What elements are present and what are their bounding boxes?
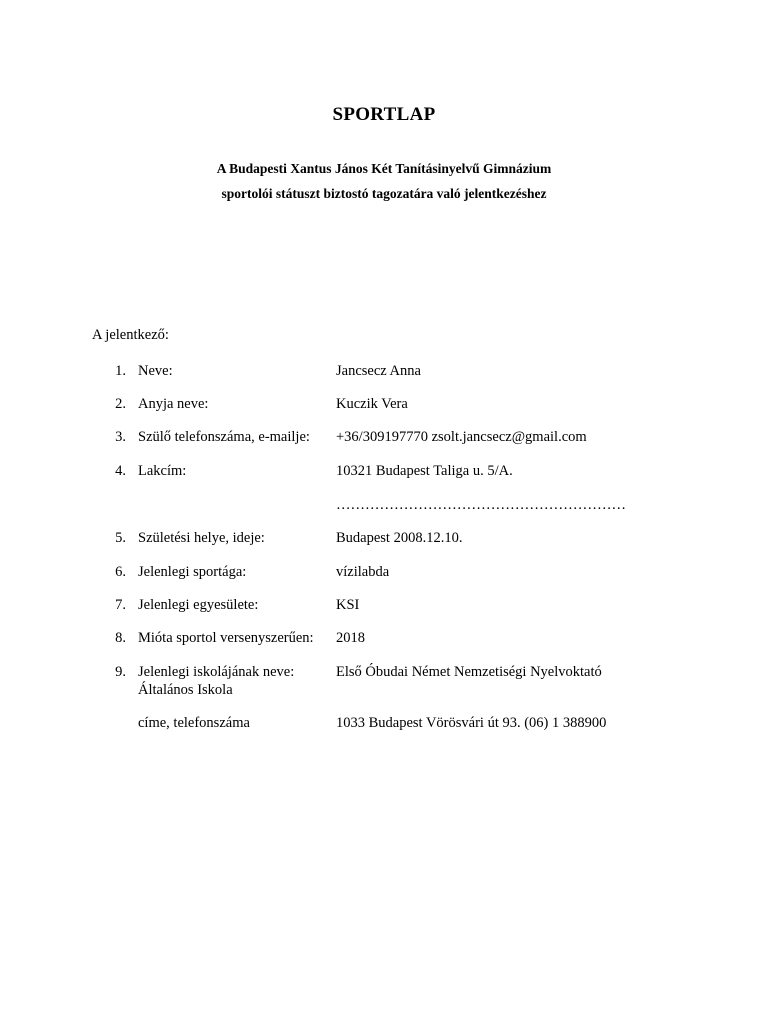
applicant-heading: A jelentkező: [92,327,169,343]
item-label-continuation: Általános Iskola [138,682,233,698]
item-value: Első Óbudai Német Nemzetiségi Nyelvoktató [336,664,602,680]
item-label: Születési helye, ideje: [138,530,265,546]
item-label: Anyja neve: [138,396,209,412]
item-number: 9. [115,664,126,680]
item-value: Jancsecz Anna [336,363,421,379]
subtitle-line-2: sportolói státuszt biztostó tagozatára való jelentkezéshez [221,186,547,201]
item-label: Szülő telefonszáma, e-mailje: [138,429,310,445]
subtitle-line-1: A Budapesti Xantus János Két Tanításinyelvű Gimnázium [216,161,552,176]
item-number: 7. [115,597,126,613]
item-value: Kuczik Vera [336,396,408,412]
item-number: 6. [115,564,126,580]
item-number: 8. [115,630,126,646]
item-value: vízilabda [336,564,390,580]
item-number: 1. [115,363,126,379]
item-value: +36/309197770 zsolt.jancsecz@gmail.com [336,429,587,445]
item-value: KSI [336,597,360,613]
item-value: 2018 [336,630,365,646]
item-number: 5. [115,530,126,546]
item-label: Neve: [138,363,173,379]
item-value: 10321 Budapest Taliga u. 5/A. [336,463,513,479]
item-number: 4. [115,463,126,479]
item-label: Mióta sportol versenyszerűen: [138,630,314,646]
item-number: 2. [115,396,126,412]
item-value: Budapest 2008.12.10. [336,530,463,546]
item-label: Jelenlegi sportága: [138,564,247,580]
item-label: Jelenlegi iskolájának neve: [138,664,295,680]
item-label: címe, telefonszáma [138,715,250,731]
item-label: Lakcím: [138,463,187,479]
page-title: SPORTLAP [332,104,436,125]
item-value: 1033 Budapest Vörösvári út 93. (06) 1 388900 [336,715,607,731]
item-number: 3. [115,429,126,445]
address-dotted-line: …………………………………………………… [336,497,626,513]
item-label: Jelenlegi egyesülete: [138,597,259,613]
